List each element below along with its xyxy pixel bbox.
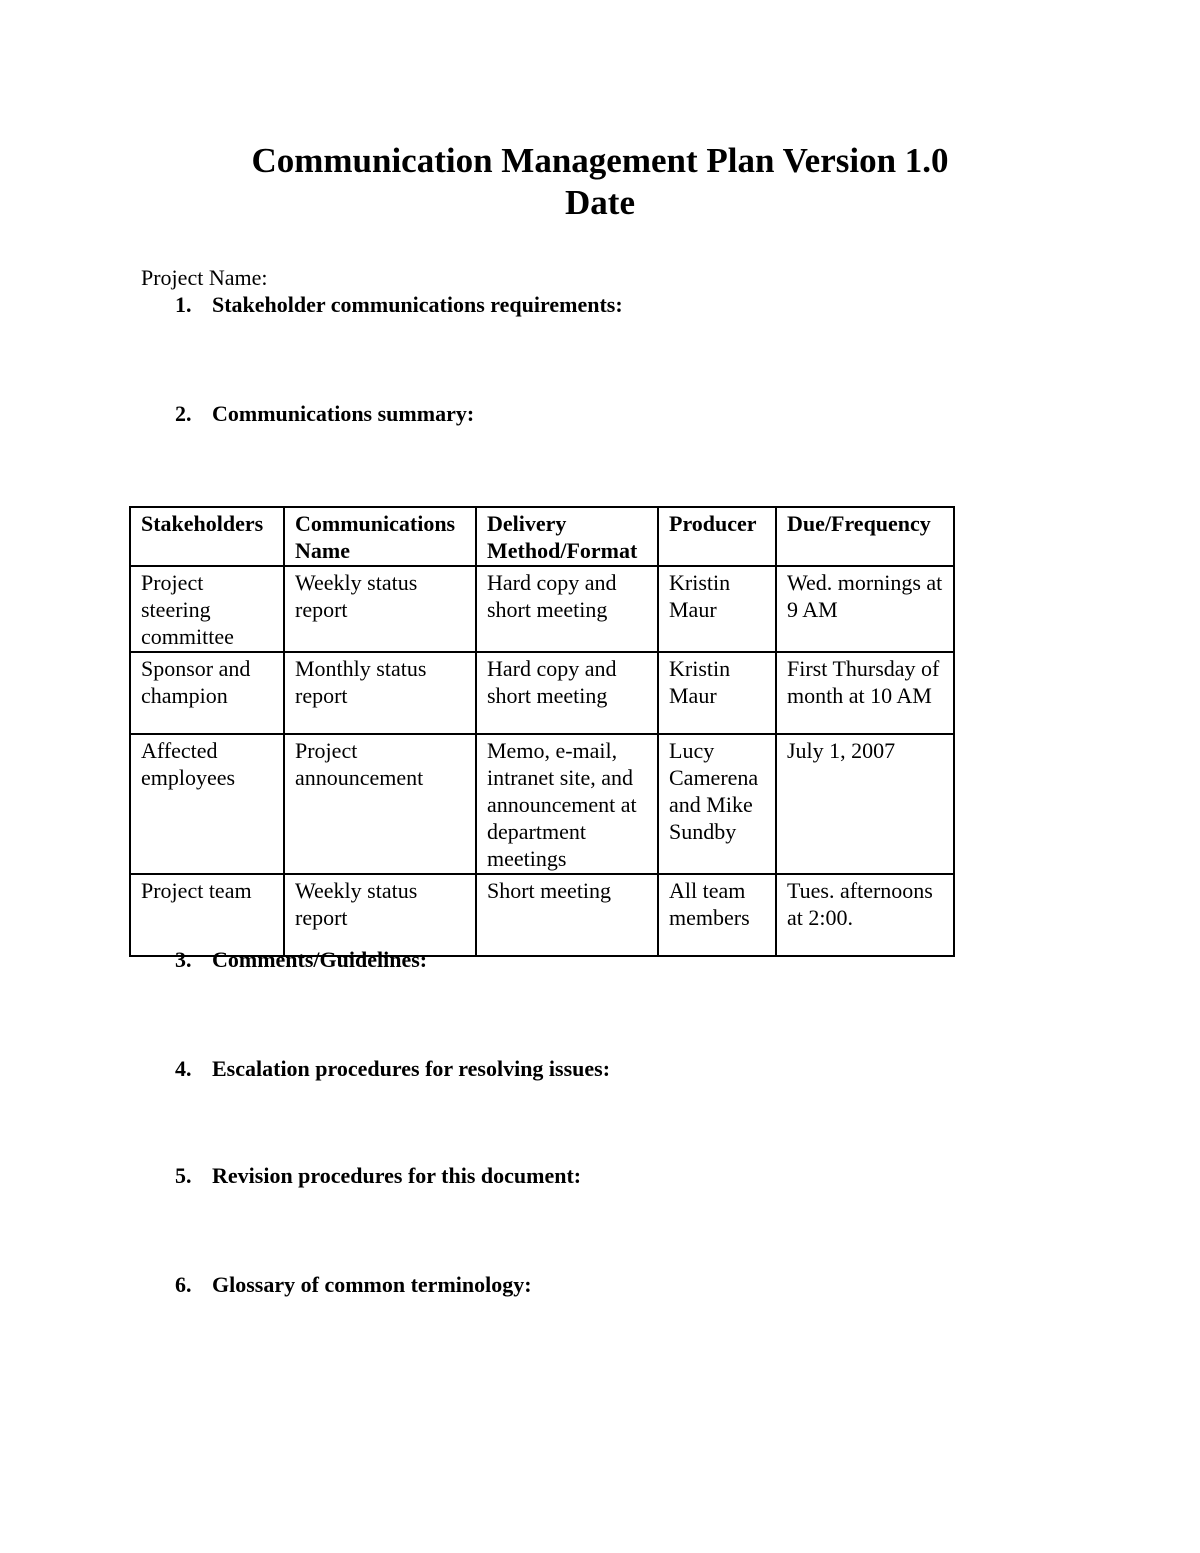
section-heading: Stakeholder communications requirements: xyxy=(212,292,623,317)
table-cell: Monthly status report xyxy=(284,652,476,734)
table-cell: Hard copy and short meeting xyxy=(476,652,658,734)
section-heading: Escalation procedures for resolving issues: xyxy=(212,1056,611,1081)
section-number: 4. xyxy=(175,1056,192,1081)
table-cell: Project announcement xyxy=(284,734,476,874)
table-cell: Lucy Camerena and Mike Sundby xyxy=(658,734,776,874)
document-title xyxy=(0,140,1200,224)
header-communications-name: Communications Name xyxy=(284,507,476,566)
table-cell: July 1, 2007 xyxy=(776,734,954,874)
header-delivery-method: Delivery Method/Format xyxy=(476,507,658,566)
table-cell: Hard copy and short meeting xyxy=(476,566,658,652)
project-name-label: Project Name: xyxy=(141,265,268,290)
table-row xyxy=(130,566,954,652)
title-line-2: Date xyxy=(565,183,635,222)
section-comments-guidelines xyxy=(175,946,427,974)
section-stakeholder-requirements xyxy=(175,291,623,319)
table-cell: Weekly status report xyxy=(284,874,476,956)
section-communications-summary xyxy=(175,400,474,428)
section-heading: Revision procedures for this document: xyxy=(212,1163,582,1188)
communications-summary-table xyxy=(129,506,955,957)
table-cell: Kristin Maur xyxy=(658,566,776,652)
section-number: 3. xyxy=(175,947,192,972)
header-producer: Producer xyxy=(658,507,776,566)
table-cell: First Thursday of month at 10 AM xyxy=(776,652,954,734)
table-cell: All team members xyxy=(658,874,776,956)
table-cell: Weekly status report xyxy=(284,566,476,652)
section-escalation-procedures xyxy=(175,1055,610,1083)
section-number: 6. xyxy=(175,1272,192,1297)
table-cell: Project team xyxy=(130,874,284,956)
table-row xyxy=(130,734,954,874)
section-heading: Glossary of common terminology: xyxy=(212,1272,532,1297)
title-line-1: Communication Management Plan Version 1.0 xyxy=(251,141,949,180)
section-number: 1. xyxy=(175,292,192,317)
section-heading: Communications summary: xyxy=(212,401,475,426)
table-cell: Memo, e-mail, intranet site, and announcement at department meetings xyxy=(476,734,658,874)
section-revision-procedures xyxy=(175,1162,581,1190)
table-cell: Affected employees xyxy=(130,734,284,874)
section-number: 2. xyxy=(175,401,192,426)
section-heading: Comments/Guidelines: xyxy=(212,947,428,972)
table-row xyxy=(130,874,954,956)
section-glossary xyxy=(175,1271,532,1299)
table-cell: Tues. afternoons at 2:00. xyxy=(776,874,954,956)
header-stakeholders: Stakeholders xyxy=(130,507,284,566)
table-row xyxy=(130,652,954,734)
header-due-frequency: Due/Frequency xyxy=(776,507,954,566)
table-cell: Wed. mornings at 9 AM xyxy=(776,566,954,652)
table-cell: Sponsor and champion xyxy=(130,652,284,734)
table-cell: Kristin Maur xyxy=(658,652,776,734)
table-cell: Project steering committee xyxy=(130,566,284,652)
table-header-row xyxy=(130,507,954,566)
section-number: 5. xyxy=(175,1163,192,1188)
table-cell: Short meeting xyxy=(476,874,658,956)
